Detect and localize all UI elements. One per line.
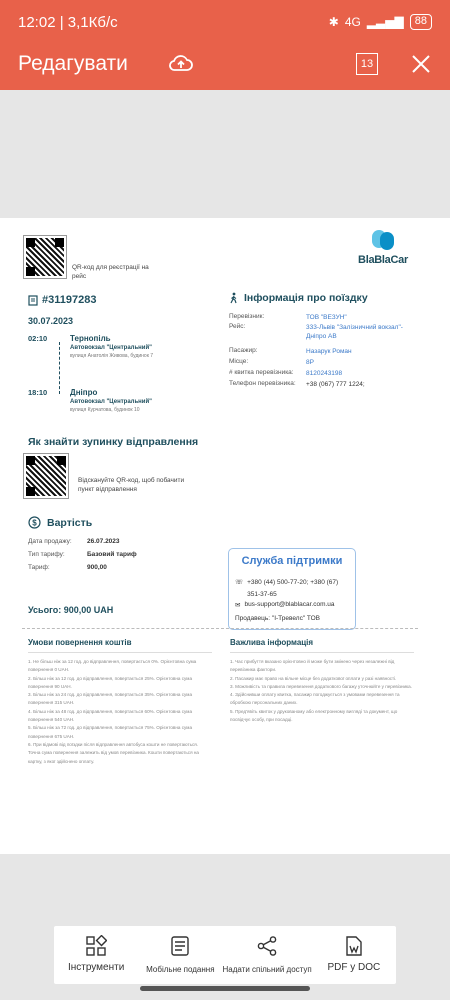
- share-icon: [256, 934, 278, 958]
- qr-caption: QR-код для реєстрації на рейс: [72, 264, 149, 280]
- route-label: Рейс:: [229, 323, 246, 330]
- phone-icon: ☏: [235, 579, 244, 586]
- toolbar: [18, 48, 436, 80]
- bottom-toolbar: [54, 926, 396, 984]
- pdf-to-doc-icon: [343, 934, 365, 958]
- pdf-to-doc-button[interactable]: PDF у DOC: [312, 926, 396, 984]
- bluetooth-icon: ✱: [328, 15, 339, 29]
- status-time: 12:02 | 3,1Кб/с: [18, 13, 118, 31]
- seller-info: Продавець: "І-Тревелс" ТОВ: [235, 615, 321, 622]
- refund-terms: 1. Не більш ніж за 12 год. до відправлення, повертається 0%. Орієнтовна сума повернення 0 UAH. 2. Більш ніж за 12 год. до відправлення, повертається 25%. Орієнтовна сума повернення 90 UAH. 3. Більш ніж за 24 год. до відправлення, повертається 35%. Орієнтовна сума повернення 315 UAH. 4. Більш ніж за 48 год. до відправлення, повертається 60%. Орієнтовна сума повернення 540 UAH. 5. Більш ніж за 72 год. до відправлення, повертається 75%. Орієнтовна сума повернення 675 UAH. 6. При відмові від поїздки після відправлення автобуса кошти не повертаються. Точна сума повернення залежить від умов перевізника. Кошти повертаються на картку, з якої здійснено оплату.: [28, 659, 199, 764]
- fare-label: Тариф:: [28, 564, 50, 571]
- fare-value: 900,00: [87, 564, 107, 571]
- mobile-view-button[interactable]: Мобільне подання: [138, 926, 222, 984]
- app-header: [0, 0, 450, 90]
- support-box: [228, 548, 356, 630]
- battery-indicator: 88: [410, 14, 432, 30]
- blablacar-logo: BlaBlaCar: [356, 230, 410, 266]
- important-info-title: Важлива інформація: [230, 638, 314, 647]
- carrier-ticket-value: 8120243198: [306, 370, 343, 377]
- network-label: 4G: [344, 15, 361, 29]
- cloud-upload-icon[interactable]: [166, 49, 196, 79]
- sale-date-label: Дата продажу:: [28, 538, 72, 545]
- passenger-value: Назарук Роман: [306, 348, 352, 355]
- close-icon[interactable]: [406, 49, 436, 79]
- grid-icon: [85, 934, 107, 958]
- carrier-phone-label: Телефон перевізника:: [229, 380, 296, 387]
- fare-type-value: Базовий тариф: [87, 551, 137, 558]
- trip-date: 30.07.2023: [28, 316, 74, 326]
- walking-person-icon: [228, 292, 240, 304]
- ticket-document[interactable]: QR-код для реєстрації на рейс BlaBlaCar #31197283 30.07.2023 02:10 Тернопіль Автовокзал "Центральний" вулиця Анатолія Живова, будинок 7 18:10 Дніпро Автовокзал "Центральний" вулиця Курчатова, будинок 10 Інформація про поїздку Перевізник: ТОВ "ВЕЗУН" Рейс: 333-Львів "Залізничний вокзал"-Дніпро АВ Пасажир: Назарук Роман Місце: 8Р # квитка перевізника: 8120243198 Телефон перевізника: +38 (067) 777 1224; Як знайти зупинку відправлення Відскануйте QR-код, щоб побачити пункт відправлення $ Вартість Дата продажу: 26.07.2023 Тип тарифу: Базовий тариф Тариф: 900,00 Усього: 900,00 UAH Служба підтримки ☏ +380 (44) 500-77-20; +380 (67) 351-37-65 ✉ bus-support@blablacar.com.ua Продавець: "І-Тревелс" ТОВ Умови повернення коштів 1. Не більш ніж за 12 год. до відправлення, повертається 0%. Орієнтовна сума повернення 0 UAH. 2. Більш ніж за 12 год. до відправлення, повертається 25%. Орієнтовна сума повернення 90 UAH. 3. Більш ніж за 24 год. до відправлення, повертається 35%. Орієнтовна сума повернення 315 UAH. 4. Більш ніж за 48 год. до відправлення, повертається 60%. Орієнтовна сума повернення 540 UAH. 5. Більш ніж за 72 год. до відправлення, повертається 75%. Орієнтовна сума повернення 675 UAH. 6. При відмові від поїздки після відправлення автобуса кошти не повертаються. Точна сума повернення залежить від умов перевізника. Кошти повертаються на картку, з якої здійснено оплату. Важлива інформація 1. Час прибуття вказано орієнтовно й може бути змінено через незалежні від перевізника фактори. 2. Пасажир має право на вільне місце без додаткової оплати у разі наявності. 3. Можливість та правила перевезення додаткового багажу уточнюйте у перевізника. 4. Здійснивши оплату квитка, пасажир погоджується з умовами перевезення та обробкою персональних даних. 5. Пред'явіть квиток у друкованому або електронному вигляді та документ, що посвідчує особу, при посадці.: [0, 218, 450, 854]
- find-stop-hint: Відскануйте QR-код, щоб побачити пункт відправлення: [78, 477, 185, 493]
- support-phones[interactable]: ☏ +380 (44) 500-77-20; +380 (67) 351-37-65: [235, 577, 353, 601]
- seat-label: Місце:: [229, 358, 249, 365]
- edit-button[interactable]: Редагувати: [18, 52, 128, 75]
- fare-type-label: Тип тарифу:: [28, 551, 65, 558]
- total-price: Усього: 900,00 UAH: [28, 605, 114, 615]
- route-line: [59, 342, 60, 394]
- carrier-ticket-label: # квитка перевізника:: [229, 369, 294, 376]
- refund-title: Умови повернення коштів: [28, 638, 132, 647]
- divider: [22, 628, 418, 629]
- find-stop-title: Як знайти зупинку відправлення: [28, 436, 199, 448]
- registration-qr-code: [24, 236, 66, 278]
- support-title: Служба підтримки: [241, 555, 343, 567]
- mobile-view-icon: [169, 934, 191, 958]
- carrier-value: ТОВ "ВЕЗУН": [306, 314, 347, 321]
- support-email[interactable]: ✉ bus-support@blablacar.com.ua: [235, 601, 335, 609]
- sale-date-value: 26.07.2023: [87, 538, 120, 545]
- ticket-icon: [28, 295, 38, 306]
- passenger-label: Пасажир:: [229, 347, 258, 354]
- booking-number: #31197283: [28, 294, 96, 306]
- coin-icon: [28, 516, 41, 529]
- carrier-phone-value: +38 (067) 777 1224;: [306, 381, 365, 388]
- share-button[interactable]: Надати спільний доступ: [223, 926, 312, 984]
- trip-info-title: Інформація про поїздку: [228, 292, 368, 304]
- page-count-button[interactable]: 13: [356, 53, 378, 75]
- cost-title: $ Вартість: [28, 516, 92, 529]
- important-info-text: 1. Час прибуття вказано орієнтовно й може бути змінено через незалежні від перевізника фактори. 2. Пасажир має право на вільне місце без додаткової оплати у разі наявності. 3. Можливість та правила перевезення додаткового багажу уточнюйте у перевізника. 4. Здійснивши оплату квитка, пасажир погоджується з умовами перевезення та обробкою персональних даних. 5. Пред'явіть квиток у друкованому або електронному вигляді та документ, що посвідчує особу, при посадці.: [230, 659, 412, 723]
- mail-icon: ✉: [235, 602, 241, 609]
- home-indicator[interactable]: [140, 986, 310, 991]
- departure-qr-code: [24, 454, 68, 498]
- tools-button[interactable]: Інструменти: [54, 926, 138, 984]
- signal-icon: ▂▃▅▇: [366, 15, 404, 29]
- status-bar: [18, 10, 432, 34]
- route-value: 333-Львів "Залізничний вокзал"-Дніпро АВ: [306, 324, 403, 340]
- svg-text:$: $: [32, 518, 37, 528]
- carrier-label: Перевізник:: [229, 313, 265, 320]
- seat-value: 8Р: [306, 359, 314, 366]
